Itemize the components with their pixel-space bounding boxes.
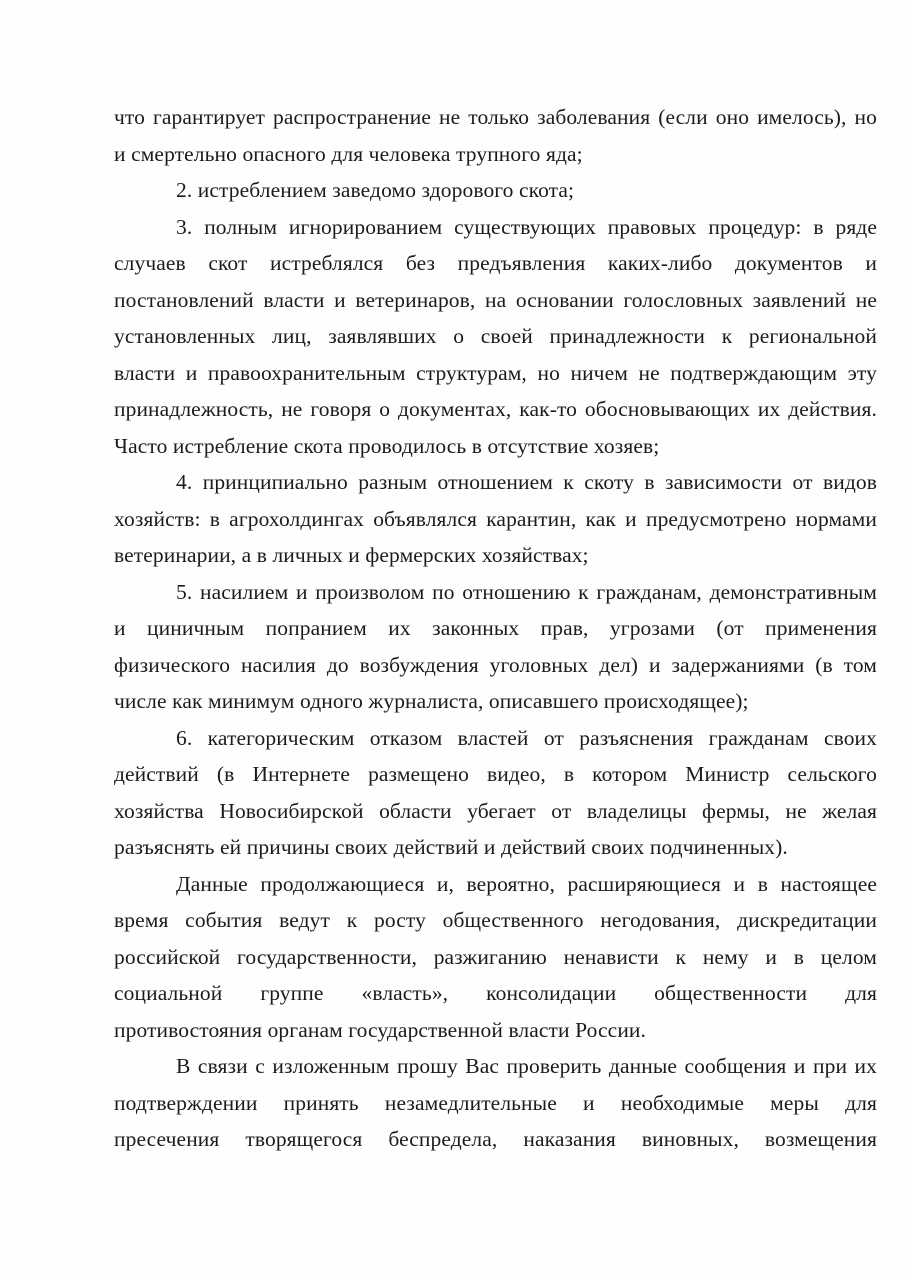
paragraph-first-line: В связи с изложенным прошу Вас проверить данные сообщения и при их: [176, 1054, 877, 1078]
text-line: ветеринарии, а в личных и фермерских хозяйствах;: [114, 543, 589, 567]
text-line: и смертельно опасного для человека трупного яда;: [114, 141, 583, 166]
text-line: подтверждении принять незамедлительные и необходимые меры для: [114, 1090, 877, 1115]
text-line: что гарантирует распространение не только заболевания (если оно имелось), но: [114, 105, 877, 129]
text-line: физического насилия до возбуждения уголовных дел) и задержаниями (в том: [114, 652, 877, 677]
text-line: время события ведут к росту общественного негодования, дискредитации: [114, 908, 877, 932]
text-line: постановлений власти и ветеринаров, на основании голословных заявлений не: [114, 287, 877, 312]
text-line: власти и правоохранительным структурам, но ничем не подтверждающим эту: [114, 360, 877, 385]
text-line: принадлежность, не говоря о документах, как-то обосновывающих их действия.: [114, 397, 877, 421]
text-line: пресечения творящегося беспредела, наказания виновных, возмещения: [114, 1127, 877, 1151]
text-line: установленных лиц, заявлявших о своей принадлежности к региональной: [114, 324, 877, 348]
list-item-2-line: 2. истреблением заведомо здорового скота;: [176, 178, 575, 202]
text-line: социальной группе «власть», консолидации общественности для: [114, 981, 877, 1005]
text-line: Часто истребление скота проводилось в отсутствие хозяев;: [114, 433, 660, 458]
text-line: разъяснять ей причины своих действий и действий своих подчиненных).: [114, 835, 788, 859]
text-line: хозяйства Новосибирской области убегает от владелицы фермы, не желая: [114, 798, 877, 823]
text-line: числе как минимум одного журналиста, описавшего происходящее);: [114, 689, 749, 713]
text-line: хозяйств: в агрохолдингах объявлялся карантин, как и предусмотрено нормами: [114, 506, 877, 531]
list-item-6-line: 6. категорическим отказом властей от разъяснения гражданам своих: [176, 725, 877, 750]
paragraph-first-line: Данные продолжающиеся и, вероятно, расширяющиеся и в настоящее: [176, 871, 877, 896]
text-line: противостояния органам государственной власти России.: [114, 1017, 647, 1042]
list-item-3-line: 3. полным игнорированием существующих правовых процедур: в ряде: [176, 214, 877, 239]
text-line: российской государственности, разжиганию ненависти к нему и в целом: [114, 944, 877, 969]
text-line: случаев скот истреблялся без предъявления каких-либо документов и: [114, 251, 877, 275]
text-line: действий (в Интернете размещено видео, в котором Министр сельского: [114, 762, 877, 786]
text-line: и циничным попранием их законных прав, угрозами (от применения: [114, 616, 877, 640]
list-item-4-line: 4. принципиально разным отношением к скоту в зависимости от видов: [176, 470, 877, 494]
list-item-5-line: 5. насилием и произволом по отношению к гражданам, демонстративным: [176, 579, 877, 604]
document-text-block: [114, 99, 877, 1158]
